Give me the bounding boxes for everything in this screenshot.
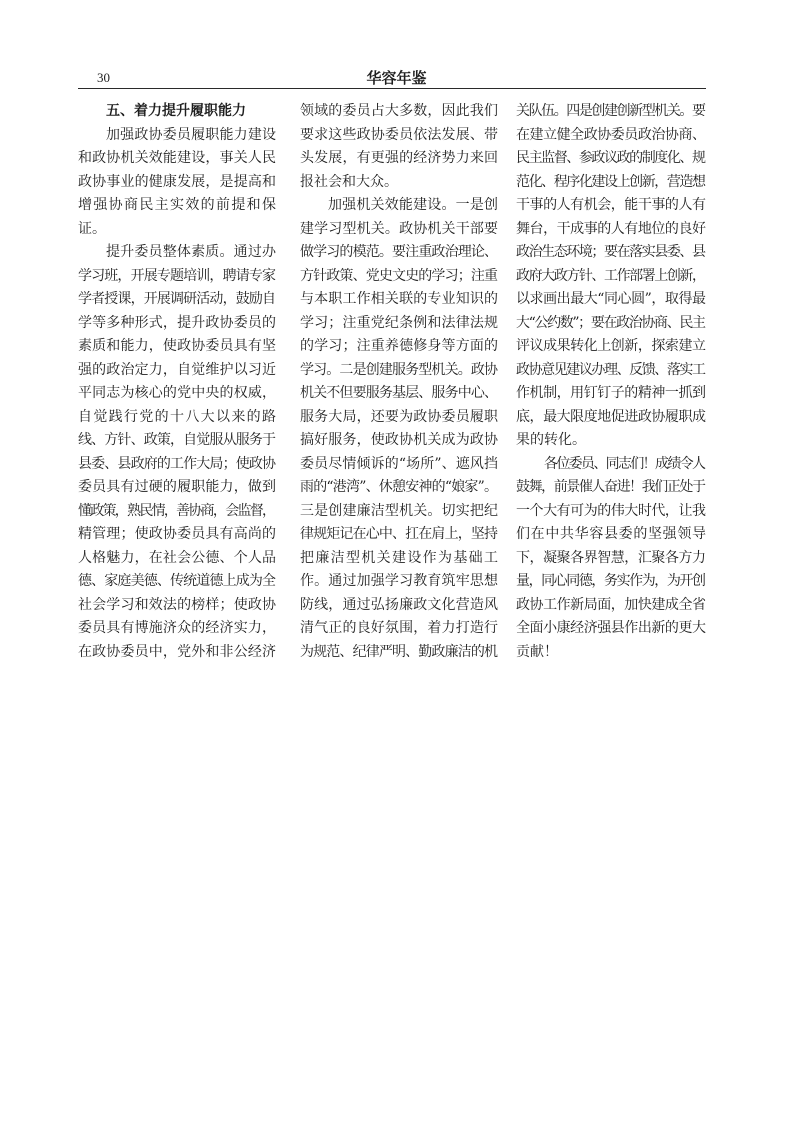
line-text: 政府大政方针、工作部署上创新， (516, 267, 705, 284)
line-text: 加强政协委员履职能力建设 (106, 126, 277, 143)
line-text: 作。通过加强学习教育筑牢思想 (300, 573, 499, 589)
text-line (78, 641, 276, 665)
text-line (516, 312, 706, 336)
text-line (78, 453, 276, 477)
line-text: 律规矩记在心中、扛在肩上，坚持 (300, 526, 498, 542)
text-line (516, 265, 706, 289)
text-line (516, 241, 706, 265)
text-line (516, 359, 706, 383)
line-text: 素质和能力，使政协委员具有坚 (78, 338, 277, 354)
text-line (300, 476, 498, 500)
text-line (300, 194, 498, 218)
text-line (516, 382, 706, 406)
text-line (516, 124, 706, 148)
line-text: 为规范、纪律严明、勤政廉洁的机 (300, 643, 498, 660)
line-text: 学习。二是创建服务型机关。政协 (300, 361, 498, 378)
text-line (78, 523, 276, 547)
line-text: 各位委员、同志们！成绩令人 (544, 455, 705, 472)
text-line (300, 312, 498, 336)
line-text: 政协工作新局面，加快建成全省 (516, 596, 706, 613)
line-text: 学习；注重党纪条例和法律法规 (300, 314, 499, 331)
line-text: 加强机关效能建设。一是创 (328, 197, 499, 213)
line-text: 领域的委员占大多数，因此我们 (300, 103, 499, 119)
line-text: 搞好服务，使政协机关成为政协 (300, 432, 499, 448)
paragraph (78, 241, 276, 664)
text-line (300, 241, 498, 265)
text-line (300, 359, 498, 383)
line-text: 学等多种形式，提升政协委员的 (78, 314, 277, 331)
page-number: 30 (97, 70, 110, 85)
line-text: 与本职工作相关联的专业知识的 (300, 291, 499, 307)
line-text: 报社会和大众。 (300, 173, 398, 190)
text-line (78, 147, 276, 171)
text-line (516, 617, 706, 641)
line-text: 增强协商民主实效的前提和保 (78, 197, 278, 213)
text-line (516, 406, 706, 430)
text-line (516, 453, 706, 477)
line-text: 鼓舞，前景催人奋进！我们正处于 (516, 479, 705, 495)
text-line (516, 218, 706, 242)
text-line (78, 194, 276, 218)
text-column-3 (516, 100, 706, 664)
text-line (78, 547, 276, 571)
line-text: 政协意见建议办理、反馈、落实工 (516, 361, 705, 378)
line-text: 舞台，干成事的人有地位的良好 (516, 220, 706, 237)
text-line (300, 500, 498, 524)
text-line (78, 359, 276, 383)
line-text: 大“公约数”；要在政治协商、民主 (516, 314, 705, 331)
line-text: 防线，通过弘扬廉政文化营造风 (300, 596, 499, 613)
section-heading (78, 100, 276, 124)
line-text: 自觉践行党的十八大以来的路 (78, 408, 278, 425)
line-text: 五、着力提升履职能力 (106, 103, 246, 119)
line-text: 把廉洁型机关建设作为基础工 (300, 549, 500, 566)
text-line (516, 429, 706, 453)
text-line (300, 547, 498, 571)
text-line (78, 312, 276, 336)
text-line (78, 335, 276, 359)
line-text: 提升委员整体素质。通过办 (106, 244, 277, 260)
text-line (300, 265, 498, 289)
line-text: 懂政策，熟民情，善协商，会监督， (78, 502, 275, 519)
text-line (516, 147, 706, 171)
line-text: 一个大有可为的伟大时代，让我 (516, 502, 706, 519)
line-text: 量，同心同德，务实作为，为开创 (516, 573, 705, 589)
text-line (300, 641, 498, 665)
text-line (516, 194, 706, 218)
line-text: 县委、县政府的工作大局；使政协 (78, 455, 276, 472)
line-text: 的学习；注重养德修身等方面的 (300, 338, 499, 354)
text-line (78, 476, 276, 500)
text-line (516, 335, 706, 359)
text-line (78, 406, 276, 430)
line-text: 人格魅力，在社会公德、个人品 (78, 549, 277, 566)
running-title: 华容年鉴 (366, 69, 427, 87)
line-text: 精管理；使政协委员具有高尚的 (78, 526, 277, 542)
text-line (516, 171, 706, 195)
paragraph (300, 194, 498, 664)
line-text: 评议成果转化上创新，探索建立 (516, 338, 706, 354)
line-text: 平同志为核心的党中央的权威， (78, 385, 277, 401)
text-line (300, 382, 498, 406)
text-line (78, 241, 276, 265)
text-line (78, 218, 276, 242)
text-line (300, 124, 498, 148)
line-text: 民主监督、参政议政的制度化、规 (516, 150, 705, 166)
text-line (516, 547, 706, 571)
text-line (516, 523, 706, 547)
text-column-1 (78, 100, 276, 664)
text-line (78, 124, 276, 148)
text-line (78, 617, 276, 641)
line-text: 服务大局，还要为政协委员履职 (300, 408, 499, 425)
text-line (78, 382, 276, 406)
text-column-2 (300, 100, 498, 664)
line-text: 机关不但要服务基层、服务中心、 (300, 385, 498, 401)
line-text: 方针政策、党史文史的学习；注重 (300, 267, 498, 284)
line-text: 关队伍。四是创建创新型机关。要 (516, 103, 705, 119)
text-line (300, 617, 498, 641)
line-text: 委员具有过硬的履职能力，做到 (78, 479, 277, 495)
line-text: 作机制，用钉钉子的精神一抓到 (516, 385, 706, 401)
line-text: 下，凝聚各界智慧，汇聚各方力 (516, 549, 706, 566)
text-line (300, 406, 498, 430)
text-line (300, 171, 498, 195)
text-line (78, 500, 276, 524)
line-text: 范化、程序化建设上创新，营造想 (516, 173, 705, 190)
text-line (78, 570, 276, 594)
line-text: 全面小康经济强县作出新的更大 (516, 620, 706, 636)
line-text: 贡献！ (516, 643, 558, 660)
paragraph (300, 100, 498, 194)
text-line (78, 594, 276, 618)
text-line (300, 288, 498, 312)
text-line (516, 570, 706, 594)
line-text: 建学习型机关。政协机关干部要 (300, 220, 499, 237)
text-line (516, 476, 706, 500)
line-text: 强的政治定力，自觉维护以习近 (78, 361, 277, 378)
text-line (78, 171, 276, 195)
paragraph (516, 453, 706, 665)
line-text: 社会学习和效法的榜样；使政协 (78, 596, 277, 613)
line-text: 做学习的模范。要注重政治理论、 (300, 244, 498, 260)
text-line (300, 594, 498, 618)
line-text: 政治生态环境；要在落实县委、县 (516, 244, 705, 260)
text-line (300, 100, 498, 124)
line-text: 学者授课，开展调研活动，鼓励自 (78, 291, 276, 307)
text-line (78, 429, 276, 453)
text-line (300, 218, 498, 242)
text-line (78, 100, 276, 124)
header-rule (78, 88, 706, 89)
line-text: 要求这些政协委员依法发展、带 (300, 126, 499, 143)
text-line (516, 641, 706, 665)
text-line (516, 500, 706, 524)
line-text: 果的转化。 (516, 432, 586, 448)
paragraph (516, 100, 706, 453)
text-line (516, 594, 706, 618)
line-text: 在政协委员中，党外和非公经济 (78, 643, 277, 660)
line-text: 头发展，有更强的经济势力来回 (300, 150, 499, 166)
line-text: 以求画出最大“同心圆”，取得最 (516, 291, 706, 307)
text-line (300, 523, 498, 547)
text-line (516, 288, 706, 312)
line-text: 雨的“港湾”、休憩安神的“娘家”。 (300, 479, 498, 495)
line-text: 和政协机关效能建设，事关人民 (78, 150, 277, 166)
line-text: 学习班，开展专题培训，聘请专家 (78, 267, 276, 284)
text-line (300, 147, 498, 171)
line-text: 底，最大限度地促进政协履职成 (516, 408, 706, 425)
line-text: 们在中共华容县委的坚强领导 (516, 526, 707, 542)
line-text: 证。 (78, 220, 106, 237)
line-text: 干事的人有机会，能干事的人有 (516, 197, 706, 213)
text-line (78, 265, 276, 289)
text-line (516, 100, 706, 124)
text-line (78, 288, 276, 312)
line-text: 委员具有博施济众的经济实力， (78, 620, 277, 636)
text-line (300, 453, 498, 477)
line-text: 委员尽情倾诉的“场所”、遮风挡 (300, 455, 499, 472)
line-text: 线、方针、政策，自觉服从服务于 (78, 432, 276, 448)
text-line (300, 335, 498, 359)
text-line (300, 429, 498, 453)
line-text: 德、家庭美德、传统道德上成为全 (78, 573, 276, 589)
line-text: 政协事业的健康发展，是提高和 (78, 173, 277, 190)
text-line (300, 570, 498, 594)
paragraph (78, 124, 276, 242)
line-text: 三是创建廉洁型机关。切实把纪 (300, 502, 499, 519)
line-text: 在建立健全政协委员政治协商、 (516, 126, 706, 143)
line-text: 清气正的良好氛围，着力打造行 (300, 620, 499, 636)
